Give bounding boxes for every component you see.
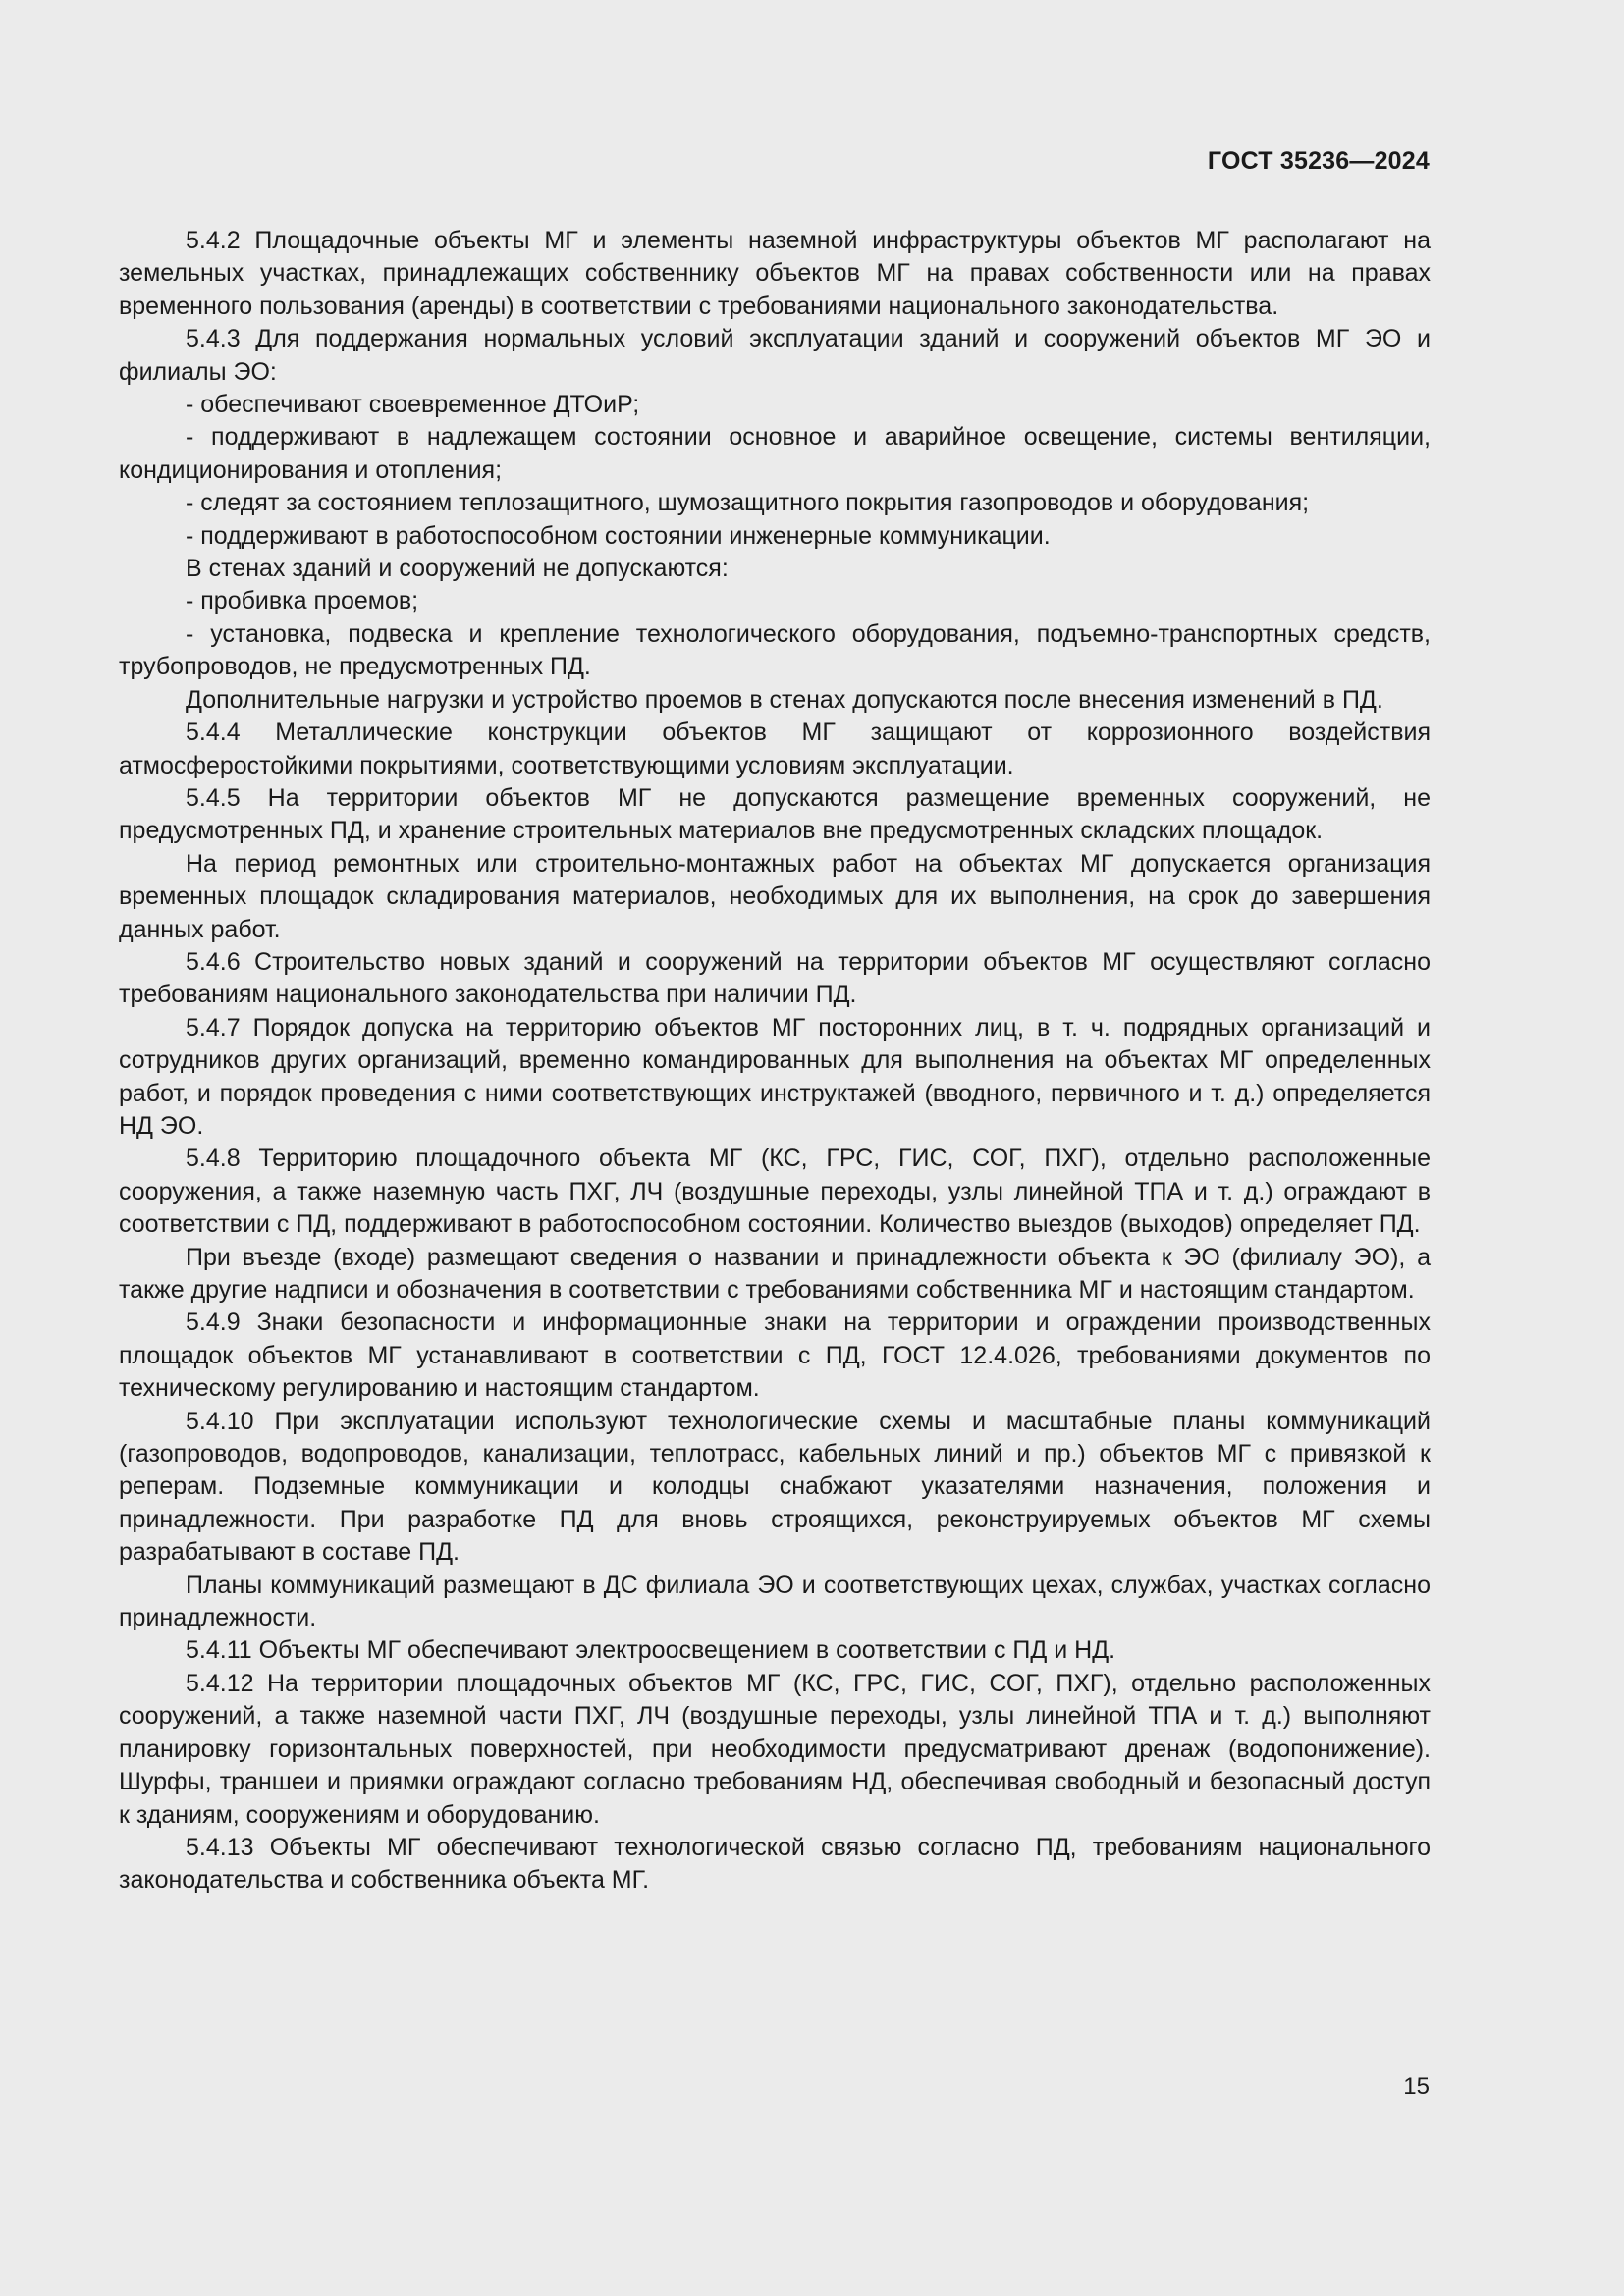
paragraph-5-4-9: 5.4.9 Знаки безопасности и информационные знаки на территории и ограждении производственных площадок объектов МГ устанавливают в соответствии с ПД, ГОСТ 12.4.026, требованиями документов по техническому регулированию и настоящим стандартом. <box>119 1308 1431 1403</box>
paragraph-5-4-8: 5.4.8 Территорию площадочного объекта МГ (КС, ГРС, ГИС, СОГ, ПХГ), отдельно расположенные сооружения, а также наземную часть ПХГ, ЛЧ (воздушные переходы, узлы линейной ТПА и т. д.) ограждают в соответствии с ПД, поддерживают в работоспособном состоянии. Количество выездов (выходов) определяет ПД. <box>119 1145 1431 1239</box>
paragraph-5-4-3: 5.4.3 Для поддержания нормальных условий эксплуатации зданий и сооружений объектов МГ ЭО и филиалы ЭО: <box>119 325 1431 386</box>
paragraph-5-4-6: 5.4.6 Строительство новых зданий и сооружений на территории объектов МГ осуществляют согласно требованиям национального законодательства при наличии ПД. <box>119 947 1431 1009</box>
list-item: - установка, подвеска и крепление технологического оборудования, подъемно-транспортных средств, трубопроводов, не предусмотренных ПД. <box>119 619 1431 681</box>
paragraph-5-4-2: 5.4.2 Площадочные объекты МГ и элементы наземной инфраструктуры объектов МГ располагают на земельных участках, принадлежащих собственнику объектов МГ на правах собственности или на правах временного пользования (аренды) в соответствии с требованиями национального законодательства. <box>119 227 1431 320</box>
paragraph-repair-period: На период ремонтных или строительно-монтажных работ на объектах МГ допускается организация временных площадок складирования материалов, необходимых для их выполнения, на срок до завершения данных работ. <box>119 849 1431 943</box>
list-item: - следят за состоянием теплозащитного, шумозащитного покрытия газопроводов и оборудования; <box>186 489 1310 517</box>
document-header: ГОСТ 35236—2024 <box>1207 147 1430 175</box>
paragraph-walls: В стенах зданий и сооружений не допускаются: <box>186 555 729 583</box>
paragraph-5-4-7: 5.4.7 Порядок допуска на территорию объектов МГ посторонних лиц, в т. ч. подрядных организаций и сотрудников других организаций, временно командированных для выполнения на объектах МГ определенных работ, и порядок проведения с ними соответствующих инструктажей (вводного, первичного и т. д.) определяется НД ЭО. <box>119 1013 1431 1140</box>
paragraph-communication-plans: Планы коммуникаций размещают в ДС филиала ЭО и соответствующих цехах, службах, участках согласно принадлежности. <box>119 1571 1431 1632</box>
list-item: - обеспечивают своевременное ДТОиР; <box>186 391 640 419</box>
paragraph-5-4-10: 5.4.10 При эксплуатации используют технологические схемы и масштабные планы коммуникаций (газопроводов, водопроводов, канализации, теплотрасс, кабельных линий и пр.) объектов МГ с привязкой к реперам. Подземные коммуникации и колодцы снабжают указателями назначения, положения и принадлежности. При разработке ПД для вновь строящихся, реконструируемых объектов МГ схемы разрабатывают в составе ПД. <box>119 1407 1431 1567</box>
page-number: 15 <box>1403 2073 1430 2100</box>
list-item: - поддерживают в надлежащем состоянии основное и аварийное освещение, системы вентиляции, кондиционирования и отопления; <box>119 423 1431 484</box>
paragraph-entrance-info: При въезде (входе) размещают сведения о названии и принадлежности объекта к ЭО (филиалу ЭО), а также другие надписи и обозначения в соответствии с требованиями собственника МГ и настоящим стандартом. <box>119 1243 1431 1304</box>
document-body <box>119 225 1431 1897</box>
list-item: - поддерживают в работоспособном состоянии инженерные коммуникации. <box>186 521 1051 550</box>
paragraph-5-4-4: 5.4.4 Металлические конструкции объектов МГ защищают от коррозионного воздействия атмосферостойкими покрытиями, соответствующими условиям эксплуатации. <box>119 719 1431 779</box>
list-item: - пробивка проемов; <box>186 587 419 615</box>
paragraph-5-4-11: 5.4.11 Объекты МГ обеспечивают электроосвещением в соответствии с ПД и НД. <box>186 1636 1116 1665</box>
paragraph-5-4-5: 5.4.5 На территории объектов МГ не допускаются размещение временных сооружений, не предусмотренных ПД, и хранение строительных материалов вне предусмотренных складских площадок. <box>119 783 1431 845</box>
paragraph-additional-loads: Дополнительные нагрузки и устройство проемов в стенах допускаются после внесения изменений в ПД. <box>186 685 1383 714</box>
paragraph-5-4-13: 5.4.13 Объекты МГ обеспечивают технологической связью согласно ПД, требованиям национального законодательства и собственника объекта МГ. <box>119 1833 1431 1895</box>
paragraph-5-4-12: 5.4.12 На территории площадочных объектов МГ (КС, ГРС, ГИС, СОГ, ПХГ), отдельно расположенных сооружений, а также наземной части ПХГ, ЛЧ (воздушные переходы, узлы линейной ТПА и т. д.) выполняют планировку горизонтальных поверхностей, при необходимости предусматривают дренаж (водопонижение). Шурфы, траншеи и приямки ограждают согласно требованиям НД, обеспечивая свободный и безопасный доступ к зданиям, сооружениям и оборудованию. <box>119 1669 1431 1829</box>
